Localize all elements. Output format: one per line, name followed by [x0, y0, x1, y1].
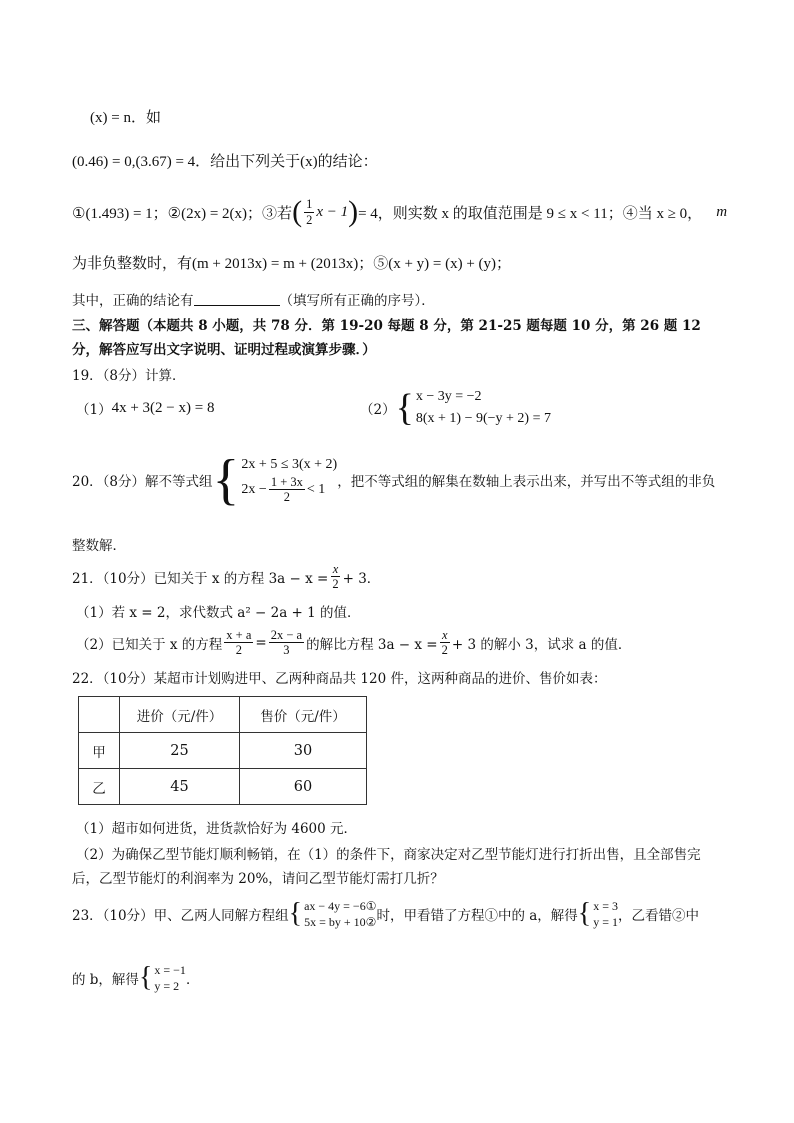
q23-system	[289, 898, 377, 930]
answer-suffix: （填写所有正确的序号）．	[279, 293, 435, 309]
brace-icon: {	[577, 898, 592, 930]
table-cell: 30	[240, 733, 367, 769]
q20-system	[212, 449, 338, 511]
conclusion-1: ①(1.493) = 1；	[72, 205, 168, 222]
var-m: m	[716, 203, 728, 220]
q19-part1	[76, 398, 214, 418]
conclusion-3-prefix: ③若	[262, 205, 293, 222]
q20-heading: 20．（8分）解不等式组	[72, 474, 213, 490]
brace-icon: {	[288, 898, 303, 930]
q20-row2-suffix: < 1	[306, 482, 326, 497]
q21-part2	[76, 628, 631, 658]
fraction-half: $\frac{1}{2}$	[306, 197, 313, 227]
q20-line2: 整数解．	[72, 538, 126, 554]
table-row	[79, 769, 367, 805]
brace-icon: {	[138, 962, 153, 994]
q23-system-row1: ax − 4y = −6①	[304, 899, 377, 913]
fraction-num: x + a	[226, 628, 252, 642]
section3-heading-2: 分，解答应写出文字说明、证明过程或演算步骤．）	[72, 342, 376, 358]
q20-fraction-num: 1 + 3x	[270, 474, 303, 489]
equals-sign: =	[255, 634, 267, 651]
q23-system-row2: 5x = by + 10②	[304, 915, 377, 930]
q21-part2-middle: 的解比方程 3a − x =	[306, 636, 438, 653]
q22-part1: （1）超市如何进货，进货款恰好为 4600 元．	[76, 821, 358, 837]
table-cell: 25	[120, 733, 240, 769]
q20-fraction	[269, 475, 305, 505]
answer-prefix: 其中，正确的结论有	[72, 293, 194, 309]
left-paren: (	[292, 195, 303, 228]
q21-part2-fraction-2	[269, 628, 304, 658]
example-line: (0.46) = 0,(3.67) = 4．给出下列关于(x)的结论：	[72, 154, 378, 170]
conclusions-line-2: 为非负整数时，有(m + 2013x) = m + (2013x)；⑤(x + y) = (x) + (y)；	[72, 256, 512, 272]
q19-part2	[360, 386, 551, 429]
q20-fraction-den: 2	[283, 490, 290, 505]
q21-fraction	[330, 562, 340, 592]
brace-icon: {	[395, 386, 414, 429]
table-header-row	[79, 697, 367, 733]
q21-part2-suffix: + 3 的解小 3，试求 a 的值．	[451, 636, 632, 653]
q21-heading-suffix: + 3．	[342, 570, 381, 587]
q20-row1: 2x + 5 ≤ 3(x + 2)	[241, 457, 338, 473]
table-row	[79, 733, 367, 769]
q22-part2-line2: 后，乙型节能灯的利润率为 20%，请问乙型节能灯需打几折？	[72, 871, 444, 887]
expr-x-minus-1: x − 1	[316, 203, 349, 220]
table-header-cell	[79, 697, 120, 733]
q23-solution-1-row1: x = 3	[593, 899, 619, 913]
q19-heading: 19．（8分）计算．	[72, 368, 186, 384]
table-cell: 60	[240, 769, 367, 805]
q23-solution-2	[139, 962, 186, 994]
q23-solution-1	[578, 898, 618, 930]
definition-line: (x) = n．如	[90, 110, 161, 126]
fraction-num: x	[441, 628, 448, 642]
q19-part1-label: （1）	[76, 402, 112, 418]
q21-part2-fraction-1	[224, 628, 253, 658]
conclusion-2: ②(2x) = 2(x)；	[167, 205, 263, 222]
table-cell: 45	[120, 769, 240, 805]
q19-system-row2: 8(x + 1) − 9(−y + 2) = 7	[415, 410, 551, 426]
q19-system	[396, 386, 551, 429]
table-header-cell: 售价（元/件）	[240, 697, 367, 733]
q21-heading-prefix: 21．（10分）已知关于 x 的方程 3a − x =	[72, 570, 329, 587]
q19-part1-equation: 4x + 3(2 − x) = 8	[111, 399, 215, 416]
q23-solution-2-row1: x = −1	[154, 963, 186, 977]
q21-part2-prefix: （2）已知关于 x 的方程	[76, 636, 223, 653]
q23-middle: 时，甲看错了方程①中的 a，解得	[376, 908, 578, 925]
price-table	[78, 696, 367, 805]
q21-part2-fraction-3	[440, 628, 450, 658]
q21-fraction-den: 2	[332, 577, 339, 592]
q23-tail: ，乙看错②中	[618, 908, 700, 925]
conclusion-3-suffix: = 4，则实数 x 的取值范围是 9 ≤ x < 11；④当 x ≥ 0，	[358, 205, 703, 222]
section3-heading-1: 三、解答题（本题共 8 小题，共 78 分．第 19-20 每题 8 分，第 21-25 题每题 10 分，第 26 题 12	[72, 318, 701, 334]
table-header-cell: 进价（元/件）	[120, 697, 240, 733]
q20-row2	[241, 475, 337, 505]
q23-line1	[72, 898, 699, 930]
table-cell: 乙	[79, 769, 120, 805]
q23-line2-suffix: ．	[185, 972, 200, 989]
q19-part2-label: （2）	[360, 401, 396, 418]
fraction-num: 2x − a	[270, 628, 303, 642]
q21-heading	[72, 562, 380, 592]
q19-system-row1: x − 3y = −2	[415, 389, 482, 404]
fraction-den: 2	[235, 643, 242, 658]
q20-line	[72, 449, 716, 511]
table-cell: 甲	[79, 733, 120, 769]
answer-blank[interactable]	[194, 293, 280, 306]
conclusions-line-1	[72, 195, 727, 229]
q21-part1: （1）若 x = 2，求代数式 a² − 2a + 1 的值．	[76, 605, 361, 621]
right-paren: )	[348, 195, 359, 228]
q23-line2	[72, 962, 199, 994]
q23-line2-prefix: 的 b，解得	[72, 972, 139, 989]
fraction-den: 3	[283, 643, 290, 658]
q20-row2-prefix: 2x −	[241, 482, 267, 497]
q22-heading: 22．（10分）某超市计划购进甲、乙两种商品共 120 件，这两种商品的进价、售价如表：	[72, 671, 607, 687]
q23-heading: 23．（10分）甲、乙两人同解方程组	[72, 908, 289, 925]
q22-part2-line1: （2）为确保乙型节能灯顺利畅销，在（1）的条件下，商家决定对乙型节能灯进行打折出售，且全部售完	[76, 847, 701, 863]
q21-fraction-num: x	[332, 562, 339, 576]
q20-tail: ，把不等式组的解集在数轴上表示出来，并写出不等式组的非负	[337, 474, 716, 490]
answer-line	[72, 289, 435, 309]
fraction-den: 2	[441, 643, 448, 658]
q23-solution-2-row2: y = 2	[154, 979, 180, 994]
brace-icon: {	[212, 449, 240, 511]
q23-solution-1-row2: y = 1	[593, 915, 619, 930]
